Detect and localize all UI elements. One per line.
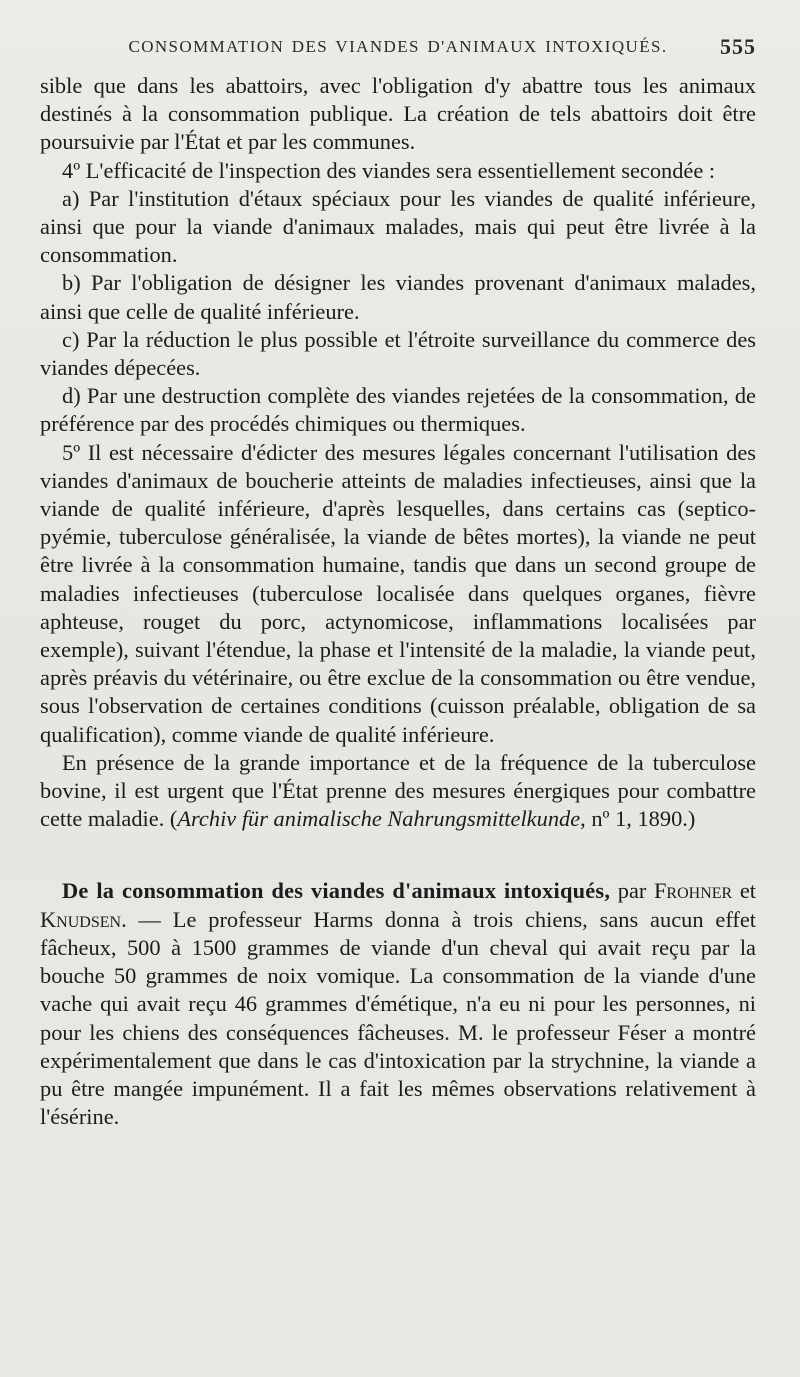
page-body [40,72,756,1131]
article-paragraph [40,877,756,1131]
paragraph: c) Par la réduction le plus possible et l'étroite surveillance du commerce des viandes dépecées. [40,326,756,381]
paragraph: b) Par l'obligation de désigner les viandes provenant d'animaux malades, ainsi que celle de qualité inférieure. [40,270,756,324]
paragraph: 5º Il est nécessaire d'édicter des mesures légales concernant l'utilisation des viandes d'animaux de boucherie atteints de maladies infectieuses, ainsi que la viande de qualité inférieure, d'après lesquelles, dans certains cas (septico-pyémie, tuberculose généralisée, la viande de bêtes mortes), la viande ne peut être livrée à la consommation humaine, tandis que dans un second groupe de maladies infectieuses (tuberculose localisée dans quelques organes, fièvre aphteuse, rouget du porc, actynomicose, inflammations localisées par exemple), suivant l'étendue, la phase et l'intensité de la maladie, la viande peut, après préavis du vétérinaire, ou être exclue de la consommation ou être vendue, sous l'observation de certaines conditions (cuisson préalable, obligation de sa qualification), comme viande de qualité inférieure. [40,439,756,747]
article-title: De la consommation des viandes d'animaux intoxiqués, [62,878,611,904]
paragraph: 4º L'efficacité de l'inspection des viandes sera essentiellement secondée : [62,157,716,183]
author-name: Knudsen [40,906,122,932]
byline-prefix: par [617,878,647,904]
citation-reference: , nº 1, 1890.) [580,806,696,832]
paragraph [40,749,756,834]
article-body: . — Le professeur Harms donna à trois chiens, sans aucun effet fâcheux, 500 à 1500 grammes de viande d'un cheval qui avait reçu par la bouche 50 grammes de noix vomique. La consommation de la viande d'une vache qui avait reçu 46 grammes d'émétique, n'a eu ni pour les personnes, ni pour les chiens des conséquences fâcheuses. M. le professeur Féser a montré expérimentalement que dans le cas d'intoxication par la strychnine, la viande a pu être mangée impunément. Il a fait les mêmes observations relativement à l'ésérine. [40,906,756,1130]
paragraph: sible que dans les abattoirs, avec l'obligation d'y abattre tous les animaux destinés à la consommation publique. La création de tels abattoirs doit être poursuivie par l'État et par les communes. [40,73,756,155]
paragraph-text: En présence de la grande importance et de la fréquence de la tuberculose bovine, il est urgent que l'État prenne des mesures énergiques pour combattre cette maladie. ( [40,749,756,832]
running-title: CONSOMMATION DES VIANDES D'ANIMAUX INTOXIQUÉS. [128,37,668,56]
page-number: 555 [720,34,756,59]
paragraph: a) Par l'institution d'étaux spéciaux pour les viandes de qualité inférieure, ainsi que pour la viande d'animaux malades, mais qui peut être livrée à la consommation. [40,185,756,268]
section-gap [40,833,756,877]
source-citation: Archiv für animalische Nahrungsmittelkunde [177,806,581,832]
byline-conjunction: et [739,878,756,904]
running-header [40,30,756,64]
paragraph: d) Par une destruction complète des viandes rejetées de la consommation, de préférence par des procédés chimiques ou thermiques. [40,383,756,437]
author-name: Frohner [653,878,733,904]
